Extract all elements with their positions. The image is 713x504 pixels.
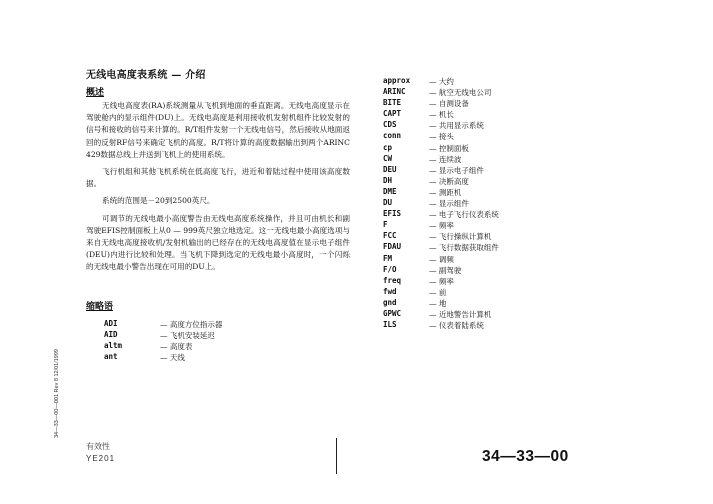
abbreviation-term: FDAU <box>383 242 402 252</box>
abbreviation-row <box>383 87 583 98</box>
abbreviation-definition: — 共用显示系统 <box>429 121 484 131</box>
effectivity-label: 有效性 <box>86 442 110 451</box>
abbreviation-definition: — 决断高度 <box>429 176 469 186</box>
abbreviation-term: ant <box>104 352 118 362</box>
abbreviation-row <box>383 187 583 198</box>
abbreviation-definition: — 前 <box>429 287 447 297</box>
abbreviation-row <box>383 242 583 253</box>
abbreviation-row <box>383 198 583 209</box>
abbreviation-row <box>383 143 583 154</box>
footer-divider <box>336 438 337 474</box>
abbreviation-row <box>104 319 304 330</box>
overview-paragraph: 飞行机组和其他飞机系统在低高度飞行，进近和着陆过程中使用该高度数据。 <box>86 167 350 189</box>
abbreviation-term: approx <box>383 76 411 85</box>
abbreviation-definition: — 副驾驶 <box>429 265 462 275</box>
abbreviation-term: FCC <box>383 231 397 241</box>
abbreviation-row <box>383 209 583 220</box>
abbreviation-list-right <box>383 76 583 331</box>
abbreviation-definition: — 仪表着陆系统 <box>429 321 484 331</box>
abbreviation-row <box>383 265 583 276</box>
abbreviation-term: altm <box>104 341 123 351</box>
page-number: 34—33—00 <box>482 448 569 465</box>
overview-body <box>86 100 350 279</box>
abbreviation-term: FM <box>383 253 393 263</box>
abbreviation-term: F <box>383 220 388 230</box>
abbreviation-definition: — 频率 <box>429 221 454 231</box>
abbreviation-definition: — 飞行数据获取组件 <box>429 243 499 253</box>
abbreviation-definition: — 显示电子组件 <box>429 165 484 175</box>
abbreviation-definition: — 近地警告计算机 <box>429 309 492 319</box>
abbreviation-row <box>104 352 304 363</box>
abbreviation-row <box>383 109 583 120</box>
abbreviation-definition: — 航空无线电公司 <box>429 88 492 98</box>
abbreviation-row <box>383 231 583 242</box>
abbreviation-definition: — 显示组件 <box>429 199 469 209</box>
abbreviation-term: CW <box>383 153 393 163</box>
abbreviation-term: CDS <box>383 120 397 130</box>
abbreviation-term: ADI <box>104 319 118 328</box>
abbreviation-row <box>383 309 583 320</box>
abbreviation-term: BITE <box>383 98 402 108</box>
effectivity-code: YE201 <box>86 454 116 463</box>
abbreviation-term: DH <box>383 175 393 185</box>
document-revision-note: 34—33—00—001 Rev 8 12/01/1999 <box>54 349 60 438</box>
abbreviation-term: conn <box>383 131 402 141</box>
abbreviation-row <box>383 98 583 109</box>
abbreviation-row <box>383 76 583 87</box>
abbreviation-term: F/O <box>383 264 397 274</box>
abbreviation-row <box>383 287 583 298</box>
abbreviation-definition: — 高度表 <box>160 342 193 352</box>
abbreviation-term: CAPT <box>383 109 402 119</box>
abbreviation-term: DEU <box>383 164 397 174</box>
abbreviation-definition: — 高度方位指示器 <box>160 320 223 329</box>
overview-paragraph: 无线电高度表(RA)系统测量从飞机到地面的垂直距离。无线电高度显示在驾驶舱内的显示组件(DU)上。无线电高度是利用接收机发射机组件比较发射的信号和接收的信号来计算的。R/T组件发射一个无线电信号，然后接收从地面返回的反射RF信号来确定飞机的高度。R/T将计算的高度数据输出到两个ARINC 429数据总线上并送到飞机上的使用系统。 <box>86 101 350 159</box>
abbreviations-heading: 缩略语 <box>86 302 114 312</box>
abbreviation-row <box>383 120 583 131</box>
abbreviation-term: gnd <box>383 297 397 307</box>
abbreviation-row <box>383 176 583 187</box>
overview-paragraph: 可调节的无线电最小高度警告由无线电高度系统操作，并且可由机长和副驾驶EFIS控制面板上从0 — 999英尺独立地选定。这一无线电最小高度选项与来自无线电高度接收机/发射机输出的已经存在的无线电高度值在显示电子组件(DEU)内进行比较和处理。当飞机下降到选定的无线电最小高度时，一个闪烁的无线电最小警告出现在可用的DU上。 <box>86 213 350 272</box>
abbreviation-definition: — 连续波 <box>429 154 462 164</box>
overview-heading: 概述 <box>86 88 105 98</box>
abbreviation-term: DU <box>383 198 393 208</box>
abbreviation-row <box>104 341 304 352</box>
abbreviation-row <box>383 298 583 309</box>
abbreviation-list-left <box>104 319 304 363</box>
abbreviation-row <box>383 320 583 331</box>
abbreviation-term: cp <box>383 142 393 152</box>
abbreviation-row <box>383 131 583 142</box>
abbreviation-term: GPWC <box>383 308 402 318</box>
abbreviation-definition: — 自测设备 <box>429 99 469 109</box>
abbreviation-definition: — 控制面板 <box>429 143 469 153</box>
abbreviation-definition: — 大约 <box>429 77 454 86</box>
abbreviation-term: ARINC <box>383 87 406 97</box>
abbreviation-definition: — 机长 <box>429 110 454 120</box>
abbreviation-row <box>383 276 583 287</box>
overview-paragraph: 系统的范围是－20到2500英尺。 <box>102 196 215 206</box>
abbreviation-definition: — 接头 <box>429 132 454 142</box>
abbreviation-definition: — 天线 <box>160 353 185 363</box>
abbreviation-definition: — 频率 <box>429 276 454 286</box>
abbreviation-row <box>383 154 583 165</box>
page-title: 无线电高度表系统 — 介绍 <box>86 70 206 81</box>
abbreviation-row <box>383 254 583 265</box>
abbreviation-row <box>104 330 304 341</box>
abbreviation-term: freq <box>383 275 402 285</box>
abbreviation-definition: — 地 <box>429 298 447 308</box>
abbreviation-row <box>383 165 583 176</box>
abbreviation-definition: — 电子飞行仪表系统 <box>429 210 499 220</box>
abbreviation-term: AID <box>104 330 118 340</box>
abbreviation-row <box>383 220 583 231</box>
abbreviation-definition: — 测距机 <box>429 187 462 197</box>
abbreviation-definition: — 飞行操纵计算机 <box>429 232 492 242</box>
abbreviation-term: ILS <box>383 320 397 330</box>
abbreviation-definition: — 飞机安装延迟 <box>160 331 215 341</box>
abbreviation-definition: — 调频 <box>429 254 454 264</box>
abbreviation-term: DME <box>383 186 397 196</box>
abbreviation-term: fwd <box>383 286 397 296</box>
abbreviation-term: EFIS <box>383 209 402 219</box>
